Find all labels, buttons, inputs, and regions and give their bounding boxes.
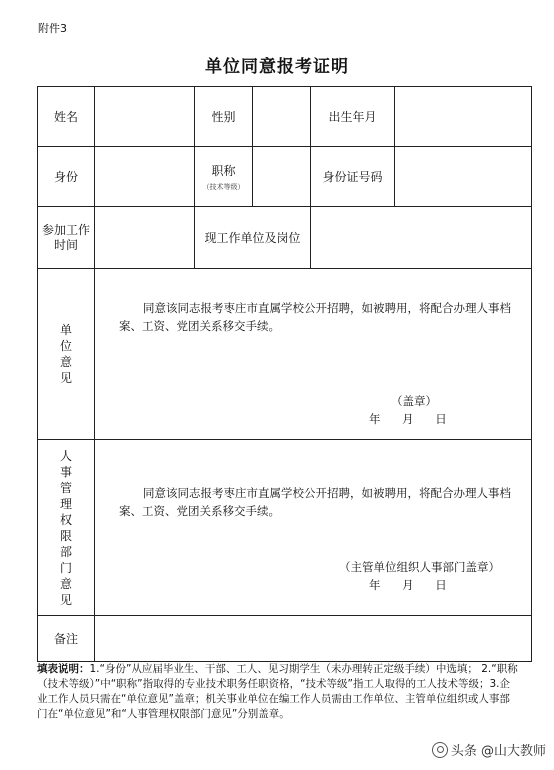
fill-instructions-heading: 填表说明：	[37, 663, 90, 675]
job-title-text: 职称	[211, 163, 236, 178]
id-number-label: 身份证号码	[311, 147, 395, 207]
unit-opinion-date: 年 月 日	[369, 412, 447, 426]
work-start-field[interactable]	[95, 207, 195, 269]
fill-instructions-text: 1.“身份”从应届毕业生、干部、工人、见习期学生（未办理转正定级手续）中选填； 2.“职称（技术等级）”中“职称”指取得的专业技术职务任职资格，“技术等级”指工人取得的工人技术等级；3.企业工作人员只需在“单位意见”盖章；机关事业单位在编工作人员需由工作单位、主管单位组织或人事部门在“单位意见”和“人事管理权限部门意见”分别盖章。	[37, 663, 518, 720]
unit-opinion-label	[38, 269, 95, 440]
identity-label: 身份	[38, 147, 95, 207]
name-field[interactable]	[95, 87, 195, 147]
hr-opinion-field[interactable]	[95, 440, 532, 616]
job-title-subtext: （技术等级）	[202, 182, 245, 191]
watermark	[432, 740, 546, 759]
hr-opinion-label-text: 人事管理权限部门意见	[59, 448, 72, 607]
identity-field[interactable]	[95, 147, 195, 207]
unit-opinion-field[interactable]	[95, 269, 532, 440]
current-unit-field[interactable]	[311, 207, 532, 269]
gender-field[interactable]	[253, 87, 311, 147]
attachment-label: 附件3	[38, 22, 67, 35]
remarks-label: 备注	[38, 616, 95, 662]
unit-opinion-text: 同意该同志报考枣庄市直属学校公开招聘，如被聘用，将配合办理人事档案、工资、党团关系移交手续。	[119, 301, 511, 333]
unit-opinion-seal: （盖章）	[391, 394, 437, 408]
watermark-text: 头条 @山大教师	[450, 744, 546, 759]
remarks-field[interactable]	[95, 616, 532, 662]
job-title-label	[195, 147, 253, 207]
hr-opinion-seal: （主管单位组织人事部门盖章）	[339, 560, 500, 574]
birth-label: 出生年月	[311, 87, 395, 147]
watermark-logo-icon	[432, 742, 448, 758]
job-title-field[interactable]	[253, 147, 311, 207]
unit-opinion-label-text: 单位意见	[59, 323, 72, 385]
birth-field[interactable]	[395, 87, 532, 147]
consent-form-table	[37, 86, 532, 662]
id-number-field[interactable]	[395, 147, 532, 207]
work-start-label: 参加工作时间	[38, 207, 95, 269]
hr-opinion-text: 同意该同志报考枣庄市直属学校公开招聘，如被聘用，将配合办理人事档案、工资、党团关系移交手续。	[119, 486, 511, 518]
hr-opinion-date: 年 月 日	[369, 578, 447, 592]
page-title: 单位同意报考证明	[205, 57, 349, 77]
current-unit-label: 现工作单位及岗位	[195, 207, 311, 269]
gender-label: 性别	[195, 87, 253, 147]
hr-opinion-label	[38, 440, 95, 616]
name-label: 姓名	[38, 87, 95, 147]
fill-instructions	[37, 662, 519, 722]
